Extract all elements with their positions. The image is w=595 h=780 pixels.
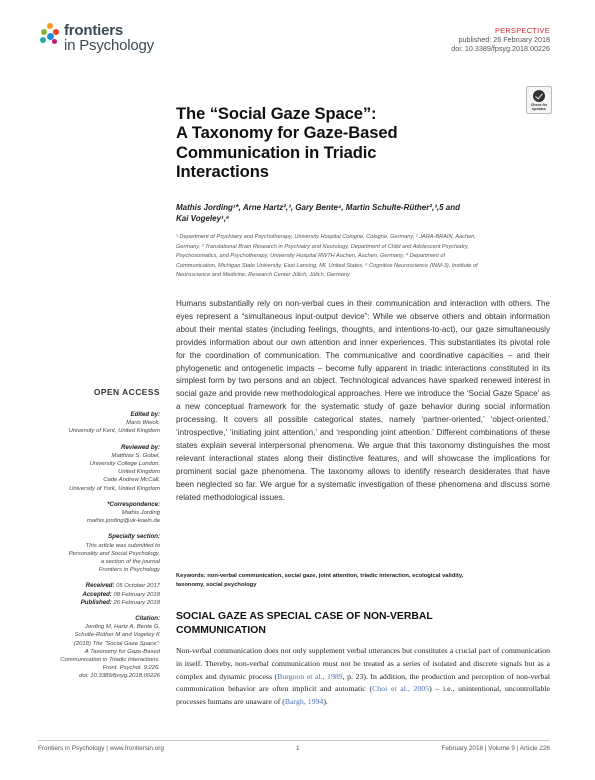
- affiliation-line: Neuroscience and Medicine, Research Center Jülich, Jülich, Germany: [176, 272, 350, 279]
- citation-link[interactable]: Choi et al., 2005: [372, 684, 430, 694]
- article-header-meta: [451, 26, 550, 53]
- edited-by-heading: Edited by:: [130, 411, 160, 418]
- affiliation-line: ¹ Department of Psychiatry and Psychotherapy, University Hospital Cologne, Cologne, Germany, ² JARA-BRAIN, Aachen,: [176, 234, 476, 240]
- affiliation-line: Psychosomatics, and Psychotherapy, University Hospital RWTH Aachen, Aachen, Germany, ⁴ Department of: [176, 253, 446, 260]
- paragraph-text: ) – i.e., unintentional, uncontrollable processes humans are unaware of (: [176, 684, 550, 707]
- author-list: [176, 202, 536, 224]
- article-info-sidebar: [20, 387, 160, 689]
- published-date: published: 26 February 2018: [458, 35, 550, 44]
- title-line: The “Social Gaze Space”:: [176, 104, 377, 123]
- paragraph-text: , p. 23). In addition, the production and perception of non-verbal communication behavior are often implicit and automatic (: [176, 671, 550, 694]
- received-label: Received:: [85, 582, 115, 590]
- citation-heading: Citation:: [135, 615, 160, 623]
- abstract: Humans substantially rely on non-verbal cues in their communication and interaction with others. The eyes represent a “simultaneous input-output device”: While we observe others and obtain information about their mental states (including feelings, thoughts, and intentions-to-act), our gaze simultaneously provides information about our own attention and inner experiences. This substantiates its pivotal role for the coordination of communication. The communicative and coordinative capacities – and their phylogenetic and ontogenetic impacts – become fully apparent in triadic interactions constituted in its simplest form by two persons and an object. Technological advances have sparked renewed interest in social gaze and provide new methodological approaches. Here we introduce the ‘Social Gaze Space’ as a new conceptual framework for the systematic study of gaze behavior during social information processing. It covers all possible categorical states, namely ‘partner-oriented,’ ‘object-oriented,’ ‘introspective,’ ‘initiating joint attention,’ and ‘responding joint attention.’ Different combinations of these states explain several interpersonal phenomena. We argue that this taxonomy distinguishes the most relevant interactional states along their distinctive features, and will showcase the implications for prominent social gaze phenomena. The taxonomy allows to identify research desiderates that have been neglected so far. We argue for a systematic investigation of these phenomena and discuss some related methodological issues.: [176, 299, 550, 502]
- specialty-line: This article was submitted to: [85, 542, 160, 549]
- citation-line: Communication in Triadic Interactions.: [60, 657, 160, 664]
- published-date-sidebar: 26 February 2018: [113, 599, 160, 606]
- article-type: PERSPECTIVE: [494, 26, 550, 35]
- received-date: 05 October 2017: [116, 583, 160, 590]
- crossmark-label-1: Check for: [530, 103, 548, 107]
- reviewer-line: United Kingdom: [118, 469, 160, 476]
- author-line: Kai Vogeley¹,⁶: [176, 214, 230, 223]
- accepted-date: 08 February 2018: [113, 591, 160, 598]
- reviewed-by-heading: Reviewed by:: [121, 443, 160, 451]
- citation-line: Schulte-Rüther M and Vogeley K: [74, 632, 160, 639]
- affiliations: [176, 233, 548, 281]
- citation-line: A Taxonomy for Gaze-Based: [84, 648, 160, 655]
- reviewer-line: Cade Andrew McCall,: [103, 477, 160, 484]
- specialty-section-block: [20, 533, 160, 574]
- open-access-label: OPEN ACCESS: [93, 387, 160, 397]
- editor-line: University of Kent, United Kingdom: [68, 428, 160, 435]
- correspondence-name: Mathis Jording: [121, 510, 160, 517]
- accepted-label: Accepted:: [82, 590, 112, 598]
- reviewer-line: Matthias S. Gobel,: [111, 452, 160, 459]
- correspondence-email-link[interactable]: mathis.jording@uk-koeln.de: [86, 518, 160, 525]
- logo-journal-name: in Psychology: [64, 37, 154, 54]
- correspondence-block: [20, 501, 160, 526]
- keywords-line-1: non-verbal communication, social gaze, joint attention, triadic interaction, ecological validity,: [207, 573, 464, 579]
- body-paragraph: [176, 645, 550, 709]
- title-line: Interactions: [176, 162, 269, 182]
- journal-logo[interactable]: [38, 23, 154, 53]
- reviewer-line: University College London,: [89, 461, 160, 468]
- citation-link[interactable]: Bargh, 1994: [284, 697, 324, 707]
- article-title: [176, 104, 506, 182]
- citation-line: Jording M, Hartz A, Bente G,: [84, 624, 160, 631]
- editor-line: Mario Weick,: [126, 420, 160, 427]
- section-heading: [176, 610, 550, 637]
- page-number: 1: [296, 745, 300, 752]
- affiliation-line: Germany, ³ Translational Brain Research in Psychiatry and Neurology, Department of Child and Adolescent Psychiatry,: [176, 243, 469, 250]
- title-line: Communication in Triadic: [176, 142, 377, 162]
- paragraph-text: ).: [323, 697, 328, 707]
- crossmark-icon: [533, 90, 545, 102]
- article-doi[interactable]: doi: 10.3389/fpsyg.2018.00226: [451, 44, 550, 53]
- keywords-label: Keywords:: [176, 573, 206, 579]
- crossmark-label-2: updates: [532, 107, 546, 111]
- footer-journal-link[interactable]: Frontiers in Psychology | www.frontiersin.org: [38, 745, 164, 752]
- citation-block: [20, 615, 160, 681]
- citation-link[interactable]: Burgoon et al., 1989: [277, 671, 343, 681]
- correspondence-heading: *Correspondence:: [107, 500, 160, 508]
- affiliation-line: Communication, Michigan State University, East Lansing, MI, United States, ⁵ Cognitive Neuroscience (INM-3), Institute of: [176, 262, 478, 269]
- published-label: Published:: [80, 598, 112, 606]
- check-for-updates-badge[interactable]: [526, 86, 552, 114]
- frontiers-logo-icon: [38, 23, 60, 47]
- author-line: Mathis Jording¹*, Arne Hartz²,³, Gary Bente⁴, Martin Schulte-Rüther²,³,5 and: [176, 203, 461, 212]
- keywords: [176, 572, 550, 589]
- specialty-line: Frontiers in Psychology: [98, 567, 160, 574]
- reviewed-by-block: [20, 444, 160, 493]
- citation-line: Front. Psychol. 9:226.: [102, 665, 160, 672]
- reviewer-line: University of York, United Kingdom: [69, 485, 160, 492]
- section-heading-line: COMMUNICATION: [176, 624, 266, 636]
- paragraph-text: Non-verbal communication does not only supplement verbal utterances but constitutes a crucial part of communication in itself. Thereby, non-verbal communication must not be treated as a series of isolated and discrete signals but as a complex and dynamic process (: [176, 646, 550, 681]
- section-heading-line: SOCIAL GAZE AS SPECIAL CASE OF NON-VERBAL: [176, 611, 433, 622]
- keywords-line-2: taxonomy, social psychology: [176, 581, 257, 588]
- title-line: A Taxonomy for Gaze-Based: [176, 123, 398, 143]
- specialty-line: Personality and Social Psychology,: [68, 550, 160, 557]
- specialty-line: a section of the journal: [100, 559, 160, 566]
- dates-block: [20, 582, 160, 607]
- footer-divider: [38, 740, 550, 741]
- footer-issue-info: February 2018 | Volume 9 | Article 226: [441, 745, 550, 752]
- logo-wordmark: frontiers: [64, 22, 124, 39]
- edited-by-block: [20, 411, 160, 436]
- specialty-heading: Specialty section:: [108, 533, 160, 541]
- citation-line: (2018) The “Social Gaze Space”:: [73, 640, 160, 647]
- citation-doi[interactable]: doi: 10.3389/fpsyg.2018.00226: [79, 673, 160, 680]
